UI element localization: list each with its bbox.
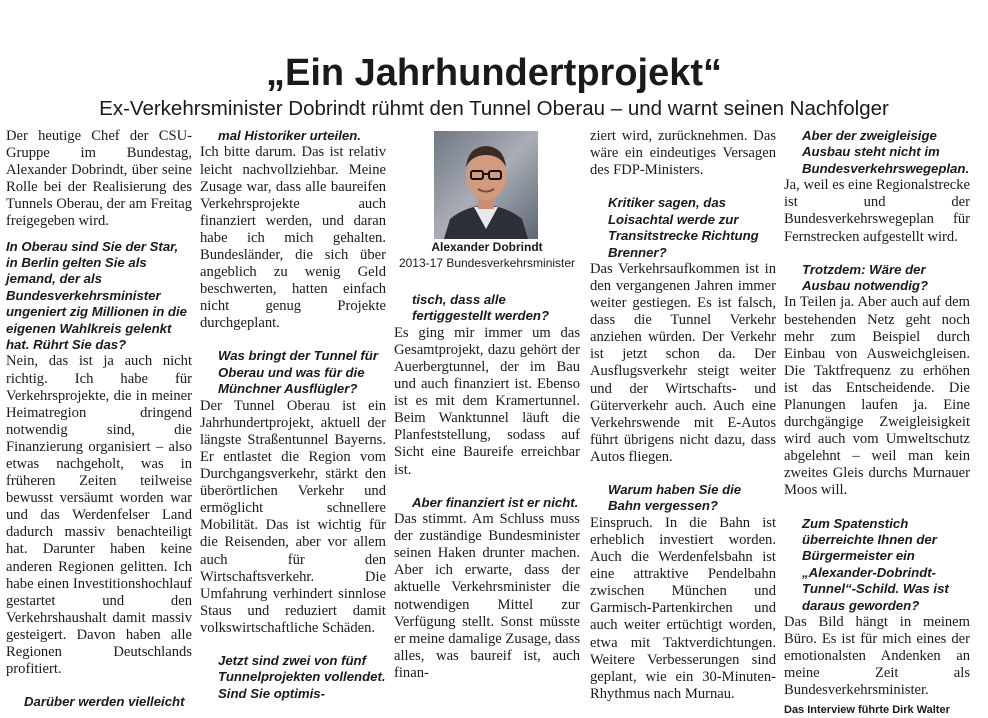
interview-question: Aber finanziert ist er nicht. xyxy=(412,494,579,510)
interview-answer: Der Tunnel Oberau ist ein Jahrhundertprojekt, aktuell der längste Straßentunnel Bayerns. Er entlastet die Region vom Durchgangsverkehr, stärkt den überörtlichen Verkehr und ermöglicht schnellere Mobilität. Das ist wichtig für die Reisenden, aber vor allem auch für den Wirtschaftsverkehr. Die Umfahrung verhindert sinnlose Staus und reduziert damit volkswirtschaftliche Schäden. xyxy=(200,397,386,636)
interview-answer: Ich bitte darum. Das ist relativ leicht nachvollziehbar. Meine Zusage war, dass alle baureifen Verkehrsprojekte auch finanziert werden, und daran habe ich mich gehalten. Bundesländer, die sich über angeblich zu wenig Geld beschwerten, hatten einfach nicht genug Projekte durchgeplant. xyxy=(200,144,386,332)
interview-question: Warum haben Sie die Bahn vergessen? xyxy=(608,482,742,514)
interview-answer: Das stimmt. Am Schluss muss der zuständige Bundesminister seinen Haken drunter machen. Aber ich erwarte, dass der aktuelle Verkehrsminister die notwendigen Mittel zur Verfügung stellt. Sonst müsste er meine damalige Zusage, dass alles, was baureif ist, auch finan- xyxy=(394,511,580,681)
interview-answer: Ja, weil es eine Regionalstrecke ist und der Bundesverkehrswegeplan für Fernstrecken aufgestellt wird. xyxy=(784,177,970,245)
article-column-3 xyxy=(394,292,580,682)
interview-question: Was bringt der Tunnel für Oberau und was für die Münchner Ausflügler? xyxy=(218,348,378,397)
interview-question: Aber der zweigleisige Ausbau steht nicht im Bundesverkehrswegeplan. xyxy=(802,128,970,176)
article-column-1 xyxy=(6,128,192,711)
interview-answer: In Teilen ja. Aber auch auf dem bestehenden Netz geht noch mehr zum Beispiel durch Einbau von Ausweichgleisen. Die Taktfrequenz zu erhöhen ist das Entscheidende. Die Planungen laufen ja. Eine durchgängige Zweigleisigkeit wird auch vom Umweltschutz abgelehnt – weil man kein zweites Gleis durchs Murnauer Moos will. xyxy=(784,294,970,499)
interview-question: Kritiker sagen, das Loisachtal werde zur Transitstrecke Richtung Brenner? xyxy=(608,195,759,260)
interview-question: Darüber werden vielleicht xyxy=(24,694,185,710)
interview-answer: Nein, das ist ja auch nicht richtig. Ich habe für Verkehrsprojekte, die in meiner Heimatregion dringend notwendig sind, die Finanzierung organisiert – also etwas nachgeholt, was in früheren Zeiten teilweise bewusst versäumt worden war und das Werdenfelser Land dadurch massiv benachteiligt hat. Darunter haben keine anderen Regionen gelitten. Ich habe einen Investitionshochlauf gestartet und den Verkehrshaushalt damit massiv gesteigert. Davon haben alle Regionen Deutschlands profitiert. xyxy=(6,353,192,678)
interview-question: tisch, dass alle fertiggestellt werden? xyxy=(412,292,550,324)
interview-answer: Einspruch. In die Bahn ist erheblich investiert worden. Auch die Werdenfelsbahn ist eine attraktive Pendelbahn zwischen München und Garmisch-Partenkirchen und auch weiter ertüchtigt worden, etwa mit Taktverdichtungen. Weitere Verbesserungen sind geplant, wie ein 30-Minuten-Rhythmus nach Murnau. xyxy=(590,514,776,702)
interview-answer: Das Verkehrsaufkommen ist in den vergangenen Jahren immer weiter gestiegen. Es ist falsch, dass die Tunnel Verkehr anziehen würden. Der Verkehr ist jetzt schon da. Der Ausflugsverkehr steigt weiter und der Wirtschafts- und Güterverkehr auch. Auch eine Verkehrswende mit E-Autos führt übrigens nicht dazu, dass Autos fliegen. xyxy=(590,260,776,465)
interview-question: In Oberau sind Sie der Star, in Berlin gelten Sie als jemand, der als Bundesverkehrsminister ungeniert zig Millionen in die eigenen Wahlkreis gelenkt hat. Rührt Sie das? xyxy=(6,238,187,352)
interview-question: mal Historiker urteilen. xyxy=(218,128,361,143)
interview-question: Zum Spatenstich überreichte Ihnen der Bürgermeister ein „Alexander-Dobrindt-Tunnel“-Schild. Was ist daraus geworden? xyxy=(802,515,949,613)
interview-question: Jetzt sind zwei von fünf Tunnelprojekten vollendet. Sind Sie optimis- xyxy=(218,652,386,701)
interview-answer: Es ging mir immer um das Gesamtprojekt, dazu gehört der Auerbergtunnel, der im Bau und auch finanziert ist. Ebenso ist es mit dem Kramertunnel. Beim Wanktunnel läuft die Planfeststellung, sodass auf Sicht eine Baureife erreichbar ist. xyxy=(394,324,580,478)
article-intro: Der heutige Chef der CSU-Gruppe im Bundestag, Alexander Dobrindt, über seine Rolle bei der Realisierung des Tunnels Oberau, der am Freitag freigegeben wird. xyxy=(6,128,192,230)
article-headline: „Ein Jahrhundertprojekt“ xyxy=(265,52,723,94)
portrait-photo xyxy=(434,131,538,239)
interview-credit: Das Interview führte Dirk Walter xyxy=(784,704,950,717)
article-column-4 xyxy=(590,128,776,703)
interview-answer: Das Bild hängt in meinem Büro. Es ist für mich eines der emotionalsten Andenken an meine Zeit als Bundesverkehrsminister. xyxy=(784,613,970,699)
article-column-2 xyxy=(200,128,386,702)
interview-answer: ziert wird, zurücknehmen. Das wäre ein eindeutiges Versagen des FDP-Ministers. xyxy=(590,128,776,179)
article-column-5 xyxy=(784,128,970,718)
article-subheadline: Ex-Verkehrsminister Dobrindt rühmt den Tunnel Oberau – und warnt seinen Nachfolger xyxy=(99,97,889,120)
photo-caption-name: Alexander Dobrindt xyxy=(431,240,543,254)
photo-caption-role: 2013-17 Bundesverkehrsminister xyxy=(398,256,576,270)
interview-question: Trotzdem: Wäre der Ausbau notwendig? xyxy=(802,261,929,293)
portrait-image xyxy=(434,131,538,239)
